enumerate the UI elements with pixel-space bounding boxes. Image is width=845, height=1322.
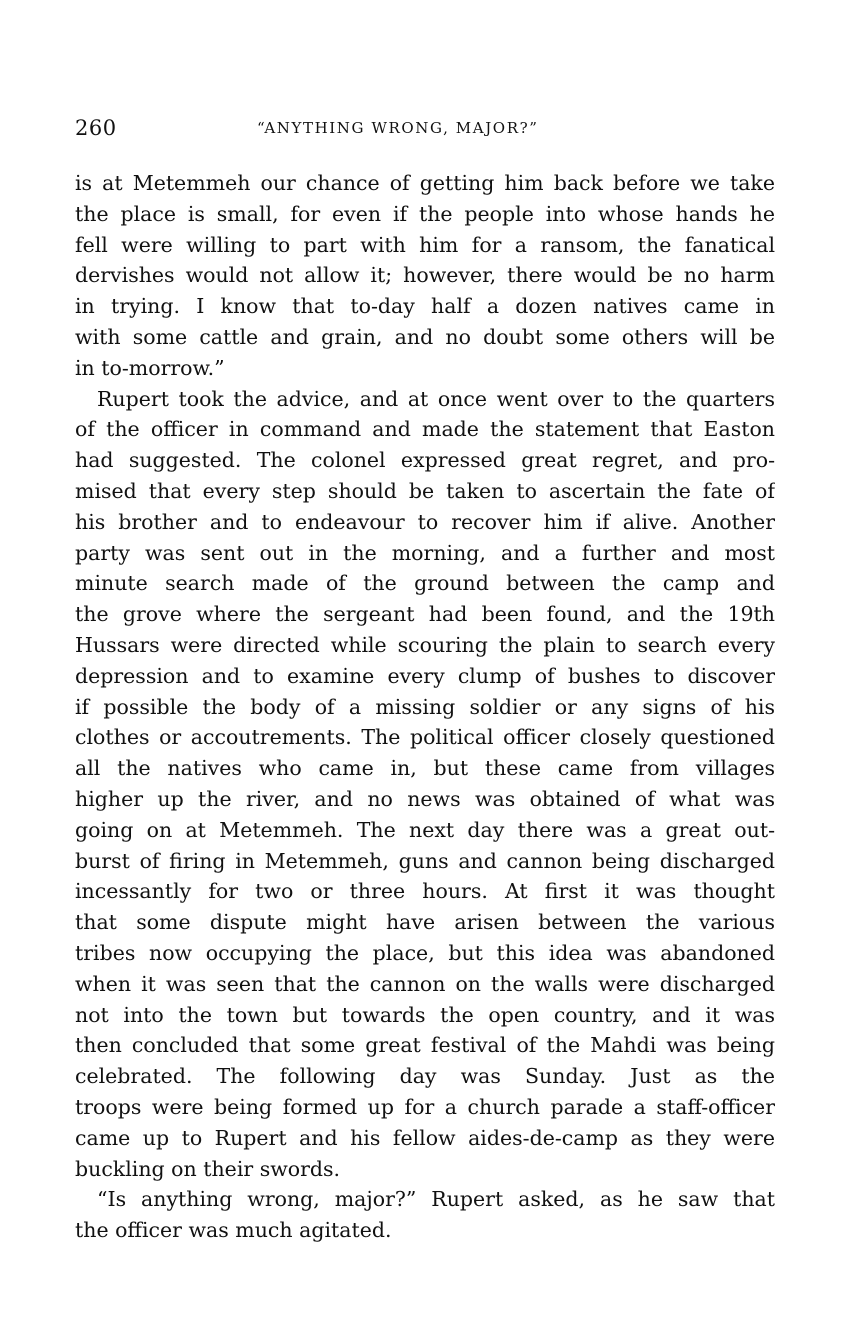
text-line: buckling on their swords.: [75, 1156, 341, 1181]
text-line: if possible the body of a missing soldier or any signs of his: [75, 694, 775, 719]
text-line: troops were being formed up for a church parade a staff-officer: [75, 1094, 775, 1119]
text-line: all the natives who came in, but these came from villages: [75, 756, 775, 781]
text-line: dervishes would not allow it; however, there would be no harm: [75, 263, 775, 288]
text-line: depression and to examine every clump of bushes to discover: [75, 663, 775, 688]
text-line: Hussars were directed while scouring the plain to search every: [75, 632, 775, 657]
text-line: came up to Rupert and his fellow aides-de-camp as they were: [75, 1125, 775, 1150]
text-line: when it was seen that the cannon on the walls were discharged: [75, 971, 775, 996]
text-line: the officer was much agitated.: [75, 1218, 392, 1243]
text-line: celebrated. The following day was Sunday. Just as the: [75, 1064, 775, 1089]
text-line: his brother and to endeavour to recover him if alive. Another: [75, 509, 775, 534]
text-line: “Is anything wrong, major?” Rupert asked, as he saw that: [97, 1187, 775, 1212]
text-line: tribes now occupying the place, but this idea was abandoned: [75, 940, 775, 965]
page-header: [75, 116, 775, 144]
text-line: not into the town but towards the open country, and it was: [75, 1002, 775, 1027]
text-line: of the officer in command and made the statement that Easton: [75, 417, 775, 442]
text-line: incessantly for two or three hours. At first it was thought: [75, 879, 775, 904]
text-line: burst of firing in Metemmeh, guns and cannon being discharged: [75, 848, 775, 873]
page-number: 260: [75, 116, 117, 140]
body-text: [75, 168, 775, 1246]
text-line: going on at Metemmeh. The next day there was a great out-: [75, 817, 775, 842]
text-line: in to-morrow.”: [75, 355, 225, 380]
text-line: fell were willing to part with him for a ransom, the fanatical: [75, 232, 775, 257]
text-line: the place is small, for even if the people into whose hands he: [75, 201, 775, 226]
text-line: the grove where the sergeant had been found, and the 19th: [75, 602, 775, 627]
text-line: minute search made of the ground between the camp and: [75, 571, 775, 596]
text-line: in trying. I know that to-day half a dozen natives came in: [75, 294, 775, 319]
text-line: is at Metemmeh our chance of getting him back before we take: [75, 171, 775, 195]
text-line: Rupert took the advice, and at once went over to the quarters: [97, 386, 775, 411]
text-line: that some dispute might have arisen between the various: [75, 910, 775, 935]
text-line: clothes or accoutrements. The political officer closely questioned: [75, 725, 775, 750]
text-line: with some cattle and grain, and no doubt some others will be: [75, 324, 775, 349]
text-line: had suggested. The colonel expressed great regret, and pro-: [75, 448, 775, 473]
text-line: mised that every step should be taken to ascertain the fate of: [75, 478, 775, 503]
text-line: higher up the river, and no news was obtained of what was: [75, 786, 775, 811]
text-line: then concluded that some great festival of the Mahdi was being: [75, 1033, 775, 1058]
text-line: party was sent out in the morning, and a further and most: [75, 540, 775, 565]
running-title: “ANYTHING WRONG, MAJOR?”: [257, 119, 539, 137]
